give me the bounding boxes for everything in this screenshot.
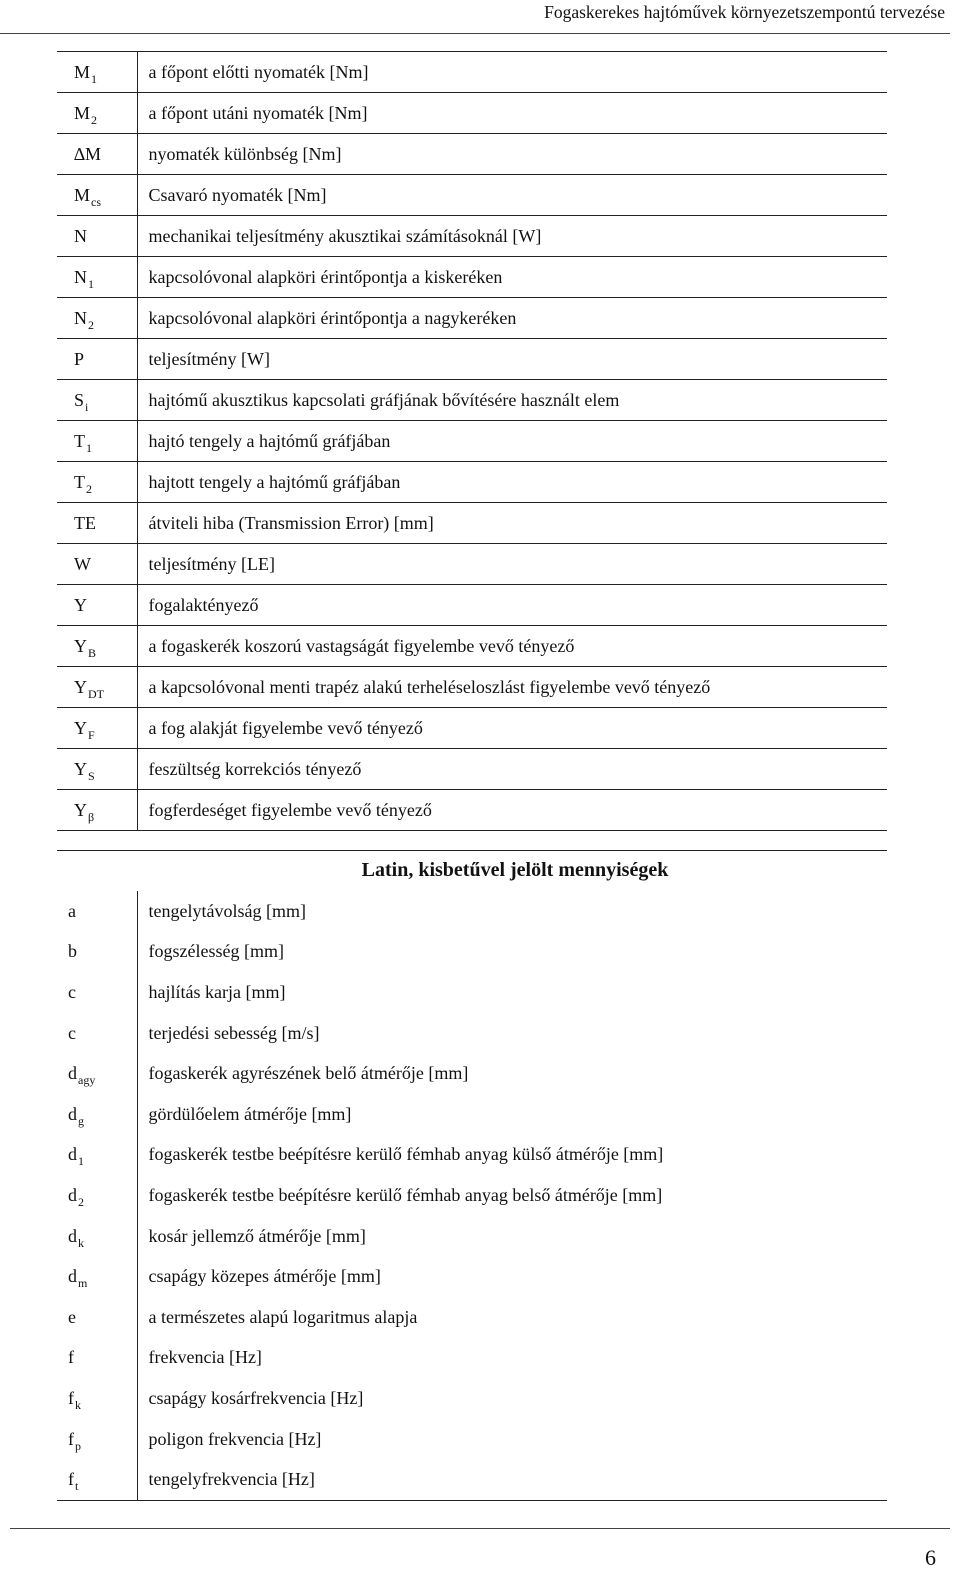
symbol-subscript: i: [85, 399, 89, 414]
table-row: [57, 134, 887, 175]
table-row: [57, 891, 887, 932]
symbol-subscript: 1: [78, 1154, 84, 1169]
description-cell: feszültség korrekciós tényező: [137, 749, 887, 790]
symbol: d: [68, 1225, 77, 1246]
table-row: [57, 52, 887, 93]
symbol: Y: [74, 799, 87, 820]
symbol-cell: [57, 1419, 137, 1460]
table-row: [57, 1256, 887, 1297]
table-row: [57, 93, 887, 134]
symbol-cell: [57, 891, 137, 932]
symbol-cell: [57, 932, 137, 973]
symbol-cell: [57, 93, 137, 134]
description-cell: fogferdeséget figyelembe vevő tényező: [137, 790, 887, 831]
symbol: d: [68, 1063, 77, 1084]
table-row: [57, 972, 887, 1013]
description-cell: hajtó tengely a hajtómű gráfjában: [137, 421, 887, 462]
symbol: N: [74, 266, 87, 287]
description-cell: átviteli hiba (Transmission Error) [mm]: [137, 503, 887, 544]
table-row: [57, 667, 887, 708]
symbol-cell: [57, 972, 137, 1013]
symbol-cell: [57, 134, 137, 175]
symbol: ∆M: [74, 143, 102, 164]
symbol: f: [68, 1387, 74, 1408]
symbol-cell: [57, 216, 137, 257]
symbol-cell: [57, 298, 137, 339]
table-row: [57, 175, 887, 216]
symbol: W: [74, 553, 91, 574]
symbol-subscript: cs: [91, 194, 102, 209]
symbol-table-lower: [57, 891, 887, 1501]
symbol: c: [68, 981, 76, 1002]
table-row: [57, 1053, 887, 1094]
description-cell: kosár jellemző átmérője [mm]: [148, 1225, 366, 1246]
symbol-cell: [57, 1338, 137, 1379]
symbol: M: [74, 184, 91, 205]
table-row: [57, 1135, 887, 1176]
symbol: d: [68, 1266, 77, 1287]
table-row: [57, 1094, 887, 1135]
symbol: S: [74, 389, 85, 410]
symbol-cell: [57, 749, 137, 790]
symbol: f: [68, 1428, 74, 1449]
symbol: T: [74, 430, 85, 451]
description-cell: hajtómű akusztikus kapcsolati gráfjának bővítésére használt elem: [137, 380, 887, 421]
description-cell: fogszélesség [mm]: [148, 941, 284, 962]
table-row: [57, 503, 887, 544]
description-cell: a kapcsolóvonal menti trapéz alakú terheléseloszlást figyelembe vevő tényező: [137, 667, 887, 708]
symbol: Y: [74, 758, 87, 779]
symbol: d: [68, 1144, 77, 1165]
symbol-cell: [57, 257, 137, 298]
description-cell: a főpont utáni nyomaték [Nm]: [137, 93, 887, 134]
table-row: [57, 216, 887, 257]
table-row: [57, 1378, 887, 1419]
symbol-cell: [57, 1135, 137, 1176]
symbol-cell: [57, 1256, 137, 1297]
table-row: [57, 1297, 887, 1338]
symbol-subscript: 2: [91, 112, 98, 127]
table-row: [57, 462, 887, 503]
description-cell: hajtott tengely a hajtómű gráfjában: [137, 462, 887, 503]
description-cell: a fogaskerék koszorú vastagságát figyelembe vevő tényező: [137, 626, 887, 667]
description-cell: teljesítmény [W]: [137, 339, 887, 380]
table-row: [57, 1338, 887, 1379]
symbol-cell: [57, 380, 137, 421]
symbol-cell: [57, 544, 137, 585]
description-cell: kapcsolóvonal alapköri érintőpontja a nagykeréken: [137, 298, 887, 339]
symbol-subscript: 1: [91, 71, 98, 86]
symbol-cell: [57, 52, 137, 93]
symbol-cell: [57, 1459, 137, 1500]
description-cell: a fog alakját figyelembe vevő tényező: [137, 708, 887, 749]
table-row: [57, 708, 887, 749]
symbol: Y: [74, 635, 87, 656]
symbol: b: [68, 941, 77, 962]
symbol-cell: [57, 667, 137, 708]
symbol-cell: [57, 708, 137, 749]
symbol-subscript: 1: [88, 276, 94, 291]
symbol: N: [74, 225, 87, 246]
symbol-cell: [57, 585, 137, 626]
description-cell: fogalaktényező: [137, 585, 887, 626]
symbol-cell: [57, 1378, 137, 1419]
symbol-cell: [57, 1013, 137, 1054]
table-row: [57, 749, 887, 790]
description-cell: tengelytávolság [mm]: [148, 900, 306, 921]
description-cell: fogaskerék testbe beépítésre kerülő fémhab anyag külső átmérője [mm]: [148, 1144, 664, 1165]
table-row: [57, 257, 887, 298]
description-cell: teljesítmény [LE]: [137, 544, 887, 585]
section-divider: [57, 850, 887, 851]
symbol-subscript: k: [78, 1235, 84, 1250]
symbol-subscript: 2: [86, 481, 92, 496]
header-divider: [0, 33, 950, 34]
running-header: Fogaskerekes hajtóművek környezetszempontú tervezése: [544, 2, 945, 22]
symbol: a: [68, 900, 76, 921]
symbol-cell: [57, 1297, 137, 1338]
description-cell: gördülőelem átmérője [mm]: [148, 1103, 352, 1124]
description-cell: a természetes alapú logaritmus alapja: [148, 1306, 418, 1327]
table-row: [57, 1175, 887, 1216]
table-row: [57, 1459, 887, 1500]
description-cell: mechanikai teljesítmény akusztikai számításoknál [W]: [137, 216, 887, 257]
symbol-cell: [57, 626, 137, 667]
symbol-cell: [57, 1175, 137, 1216]
table-row: [57, 380, 887, 421]
table-row: [57, 339, 887, 380]
symbol-table-upper: [57, 51, 887, 831]
symbol-cell: [57, 790, 137, 831]
description-cell: nyomaték különbség [Nm]: [137, 134, 887, 175]
symbol-subscript: S: [88, 768, 95, 783]
description-cell: hajlítás karja [mm]: [148, 981, 286, 1002]
symbol-cell: [57, 1053, 137, 1094]
symbol: Y: [74, 676, 87, 697]
symbol: d: [68, 1103, 77, 1124]
description-cell: Csavaró nyomaték [Nm]: [137, 175, 887, 216]
table-row: [57, 421, 887, 462]
symbol-subscript: F: [88, 727, 95, 742]
table-row: [57, 1013, 887, 1054]
description-cell: terjedési sebesség [m/s]: [148, 1022, 320, 1043]
symbol: d: [68, 1184, 77, 1205]
table-row: [57, 790, 887, 831]
symbol: M: [74, 61, 91, 82]
symbol-subscript: 1: [86, 440, 92, 455]
symbol: Y: [74, 717, 87, 738]
symbol-subscript: m: [78, 1276, 88, 1291]
description-cell: poligon frekvencia [Hz]: [148, 1428, 322, 1449]
symbol: f: [68, 1347, 74, 1368]
description-cell: csapágy közepes átmérője [mm]: [148, 1266, 381, 1287]
page-number: 6: [925, 1545, 936, 1570]
symbol: e: [68, 1306, 76, 1327]
section-title: Latin, kisbetűvel jelölt mennyiségek: [361, 859, 669, 881]
symbol-subscript: 2: [78, 1194, 84, 1209]
symbol-subscript: β: [88, 809, 95, 824]
table-row: [57, 1419, 887, 1460]
symbol: f: [68, 1469, 74, 1490]
table-row: [57, 544, 887, 585]
description-cell: a főpont előtti nyomaték [Nm]: [137, 52, 887, 93]
description-cell: frekvencia [Hz]: [148, 1347, 262, 1368]
symbol-subscript: 2: [88, 317, 94, 332]
symbol-cell: [57, 462, 137, 503]
symbol: c: [68, 1022, 76, 1043]
footer-divider: [10, 1528, 950, 1529]
table-row: [57, 585, 887, 626]
table-row: [57, 298, 887, 339]
symbol-subscript: g: [78, 1113, 84, 1128]
symbol-subscript: t: [75, 1479, 79, 1494]
description-cell: fogaskerék agyrészének belő átmérője [mm]: [148, 1063, 469, 1084]
symbol-subscript: agy: [78, 1073, 96, 1088]
symbol: N: [74, 307, 87, 328]
description-cell: fogaskerék testbe beépítésre kerülő fémhab anyag belső átmérője [mm]: [148, 1184, 663, 1205]
symbol-cell: [57, 339, 137, 380]
symbol-subscript: B: [88, 645, 97, 660]
symbol-cell: [57, 1094, 137, 1135]
symbol-cell: [57, 421, 137, 462]
symbol: P: [74, 348, 85, 369]
symbol-subscript: DT: [88, 686, 104, 701]
symbol: T: [74, 471, 85, 492]
description-cell: tengelyfrekvencia [Hz]: [137, 1459, 887, 1500]
table-row: [57, 1216, 887, 1257]
table-row: [57, 626, 887, 667]
symbol-cell: [57, 503, 137, 544]
symbol: M: [74, 102, 91, 123]
symbol: TE: [74, 512, 96, 533]
symbol-subscript: p: [75, 1438, 81, 1453]
symbol-cell: [57, 1216, 137, 1257]
description-cell: kapcsolóvonal alapköri érintőpontja a kiskeréken: [137, 257, 887, 298]
symbol-subscript: k: [75, 1397, 81, 1412]
description-cell: csapágy kosárfrekvencia [Hz]: [148, 1387, 364, 1408]
symbol: Y: [74, 594, 87, 615]
table-row: [57, 932, 887, 973]
symbol-cell: [57, 175, 137, 216]
